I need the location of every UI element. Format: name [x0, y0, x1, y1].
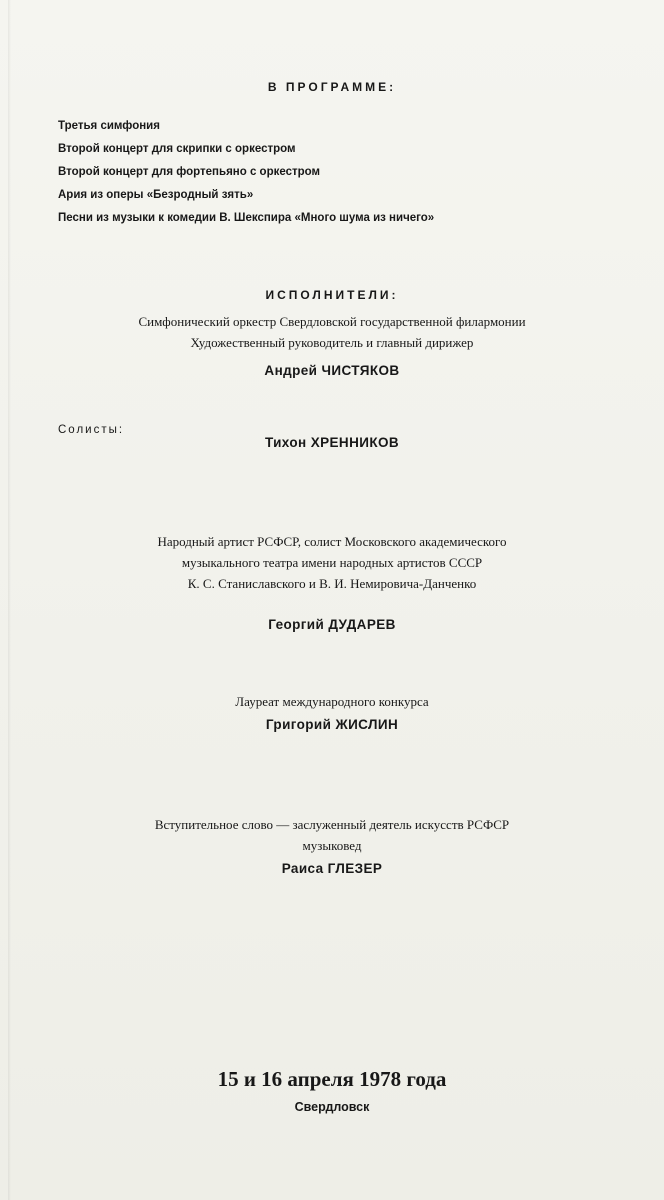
soloist-name: Тихон ХРЕННИКОВ: [264, 435, 400, 450]
director-title: Художественный руководитель и главный дирижер: [190, 335, 474, 350]
orchestra-name: Симфонический оркестр Свердловской государственной филармонии: [138, 314, 526, 329]
programme-item: Второй концерт для скрипки с оркестром: [58, 143, 296, 155]
programme-item: Третья симфония: [58, 120, 160, 132]
soloist-name: Георгий ДУДАРЕВ: [268, 617, 396, 632]
programme-item: Песни из музыки к комедии В. Шекспира «Много шума из ничего»: [58, 212, 435, 224]
soloist-name: Григорий ЖИСЛИН: [265, 717, 399, 732]
soloist-description: К. С. Станиславского и В. И. Немировича-Данченко: [187, 576, 477, 591]
intro-role: музыковед: [302, 838, 362, 853]
soloists-label: Солисты:: [58, 424, 125, 436]
programme-heading: В ПРОГРАММЕ:: [267, 80, 397, 94]
intro-speaker-name: Раиса ГЛЕЗЕР: [281, 861, 383, 876]
programme-item: Второй концерт для фортепьяно с оркестром: [58, 166, 321, 178]
programme-item: Ария из оперы «Безродный зять»: [58, 189, 254, 201]
soloist-description: Лауреат международного конкурса: [235, 694, 429, 709]
event-date: 15 и 16 апреля 1978 года: [217, 1067, 447, 1091]
intro-text: Вступительное слово — заслуженный деятель искусств РСФСР: [154, 817, 510, 832]
conductor-name: Андрей ЧИСТЯКОВ: [264, 363, 400, 378]
event-city: Свердловск: [294, 1100, 370, 1114]
soloist-description: музыкального театра имени народных артистов СССР: [181, 555, 483, 570]
performers-heading: ИСПОЛНИТЕЛИ:: [265, 288, 399, 302]
soloist-description: Народный артист РСФСР, солист Московского академического: [157, 534, 507, 549]
